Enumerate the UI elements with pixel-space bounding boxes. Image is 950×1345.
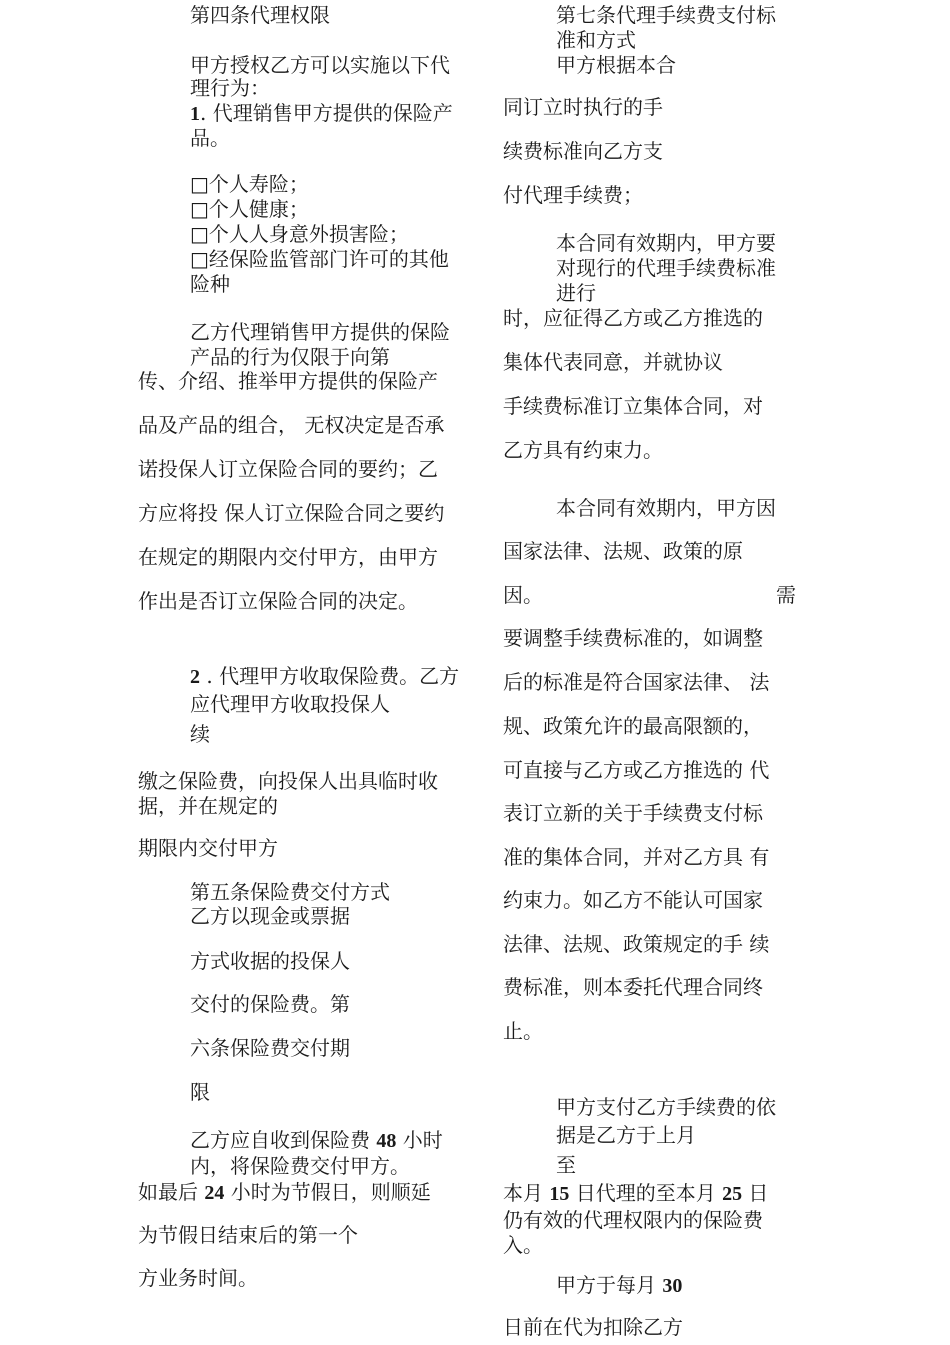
paragraph-line: 日前在代为扣除乙方	[503, 1315, 683, 1339]
article-6-line: 方业务时间。	[138, 1266, 258, 1290]
paragraph-line: 约束力。如乙方不能认可国家	[503, 888, 763, 912]
article-6-line: 内，将保险费交付甲方。	[190, 1154, 410, 1178]
paragraph-line: 可直接与乙方或乙方推选的 代	[503, 758, 770, 782]
paragraph-line: 品及产品的组合， 无权决定是否承	[138, 413, 445, 437]
article-5-line: 乙方以现金或票据	[190, 904, 350, 928]
article-7-line: 付代理手续费；	[503, 183, 643, 207]
article-5-line: 方式收据的投保人	[190, 949, 350, 973]
item-1-line: 品。	[190, 126, 230, 150]
item-1-number: 1	[190, 103, 200, 125]
article-6-line	[190, 1128, 443, 1153]
item-2-line	[190, 664, 459, 689]
hours-value: 24	[204, 1182, 225, 1204]
paragraph-line: 本合同有效期内，甲方因	[556, 496, 776, 520]
paragraph-line: 准的集体合同，并对乙方具 有	[503, 845, 770, 869]
article-6-title: 六条保险费交付期	[190, 1036, 350, 1060]
article-6-text: 小时	[396, 1128, 443, 1152]
paragraph-line: 至	[556, 1153, 576, 1177]
paragraph-line: 后的标准是符合国家法律、 法	[503, 670, 770, 694]
item-2-line: 应代理甲方收取投保人	[190, 692, 390, 716]
paragraph-text: 日	[742, 1181, 769, 1205]
article-4-title: 第四条代理权限	[190, 3, 330, 27]
option-life-insurance: □个人寿险；	[190, 172, 309, 196]
paragraph-line: 期限内交付甲方	[138, 836, 278, 860]
paragraph-line: 作出是否订立保险合同的决定。	[138, 589, 418, 613]
paragraph-line: 据，并在规定的	[138, 794, 278, 818]
item-1-text: . 代理销售甲方提供的保险产	[200, 101, 453, 125]
day-value: 15	[549, 1183, 570, 1205]
article-7-title: 第七条代理手续费支付标	[556, 3, 776, 27]
paragraph-line: 手续费标准订立集体合同，对	[503, 394, 763, 418]
paragraph-line: 方应将投 保人订立保险合同之要约	[138, 501, 445, 525]
paragraph-line: 在规定的期限内交付甲方，由甲方	[138, 545, 438, 569]
article-7-line: 续费标准向乙方支	[503, 139, 663, 163]
paragraph-line: 甲方支付乙方手续费的依	[556, 1095, 776, 1119]
option-other-insurance: □经保险监管部门许可的其他	[190, 247, 449, 271]
article-6-title: 限	[190, 1080, 210, 1104]
paragraph-line: 因。	[503, 583, 543, 607]
paragraph-line: 乙方代理销售甲方提供的保险	[190, 320, 450, 344]
article-5-line: 交付的保险费。第	[190, 992, 350, 1016]
paragraph-line: 仍有效的代理权限内的保险费	[503, 1208, 763, 1232]
article-6-text: 乙方应自收到保险费	[190, 1128, 377, 1152]
paragraph-line: 入。	[503, 1233, 543, 1257]
paragraph-text: 日代理的至本月	[569, 1181, 723, 1205]
paragraph-line: 需	[776, 583, 796, 607]
paragraph-line	[503, 1181, 768, 1206]
paragraph-line	[556, 1273, 682, 1298]
paragraph-line: 诺投保人订立保险合同的要约；乙	[138, 457, 438, 481]
item-2-number: 2	[190, 666, 200, 688]
paragraph-line: 本合同有效期内，甲方要	[556, 231, 776, 255]
item-2-text: . 代理甲方收取保险费。乙方	[200, 664, 460, 688]
option-other-insurance: 险种	[190, 272, 230, 296]
article-6-text: 如最后	[138, 1180, 205, 1204]
paragraph-line: 缴之保险费，向投保人出具临时收	[138, 769, 438, 793]
paragraph-text: 本月	[503, 1181, 550, 1205]
paragraph-text: 甲方于每月	[556, 1273, 663, 1297]
paragraph-line: 费标准，则本委托代理合同终	[503, 975, 763, 999]
article-7-line: 同订立时执行的手	[503, 95, 663, 119]
paragraph-line: 法律、法规、政策规定的手 续	[503, 932, 770, 956]
paragraph-line: 对现行的代理手续费标准	[556, 256, 776, 280]
article-5-title: 第五条保险费交付方式	[190, 880, 390, 904]
paragraph-line: 表订立新的关于手续费支付标	[503, 801, 763, 825]
item-1-line	[190, 101, 453, 126]
article-4-intro-line: 甲方授权乙方可以实施以下代	[190, 53, 450, 77]
paragraph-line: 传、介绍、推举甲方提供的保险产	[138, 369, 438, 393]
option-accident-insurance: □个人人身意外损害险；	[190, 222, 409, 246]
paragraph-line: 止。	[503, 1019, 543, 1043]
hours-value: 48	[376, 1130, 397, 1152]
option-health-insurance: □个人健康；	[190, 197, 309, 221]
paragraph-line: 乙方具有约束力。	[503, 438, 663, 462]
paragraph-line: 集体代表同意，并就协议	[503, 350, 723, 374]
day-value: 30	[662, 1275, 683, 1297]
article-7-title: 准和方式	[556, 28, 636, 52]
paragraph-line: 时，应征得乙方或乙方推选的	[503, 306, 763, 330]
paragraph-line: 要调整手续费标准的，如调整	[503, 626, 763, 650]
paragraph-line: 规、政策允许的最高限额的，	[503, 714, 763, 738]
paragraph-line: 产品的行为仅限于向第	[190, 345, 390, 369]
article-6-text: 小时为节假日，则顺延	[224, 1180, 431, 1204]
day-value: 25	[722, 1183, 743, 1205]
article-4-intro-line: 理行为：	[190, 76, 270, 100]
paragraph-line: 据是乙方于上月	[556, 1123, 696, 1147]
article-6-line: 为节假日结束后的第一个	[138, 1223, 358, 1247]
article-6-line	[138, 1180, 431, 1205]
paragraph-line: 国家法律、法规、政策的原	[503, 539, 743, 563]
paragraph-line: 进行	[556, 281, 596, 305]
item-2-line: 续	[190, 722, 210, 746]
article-7-line: 甲方根据本合	[556, 53, 676, 77]
